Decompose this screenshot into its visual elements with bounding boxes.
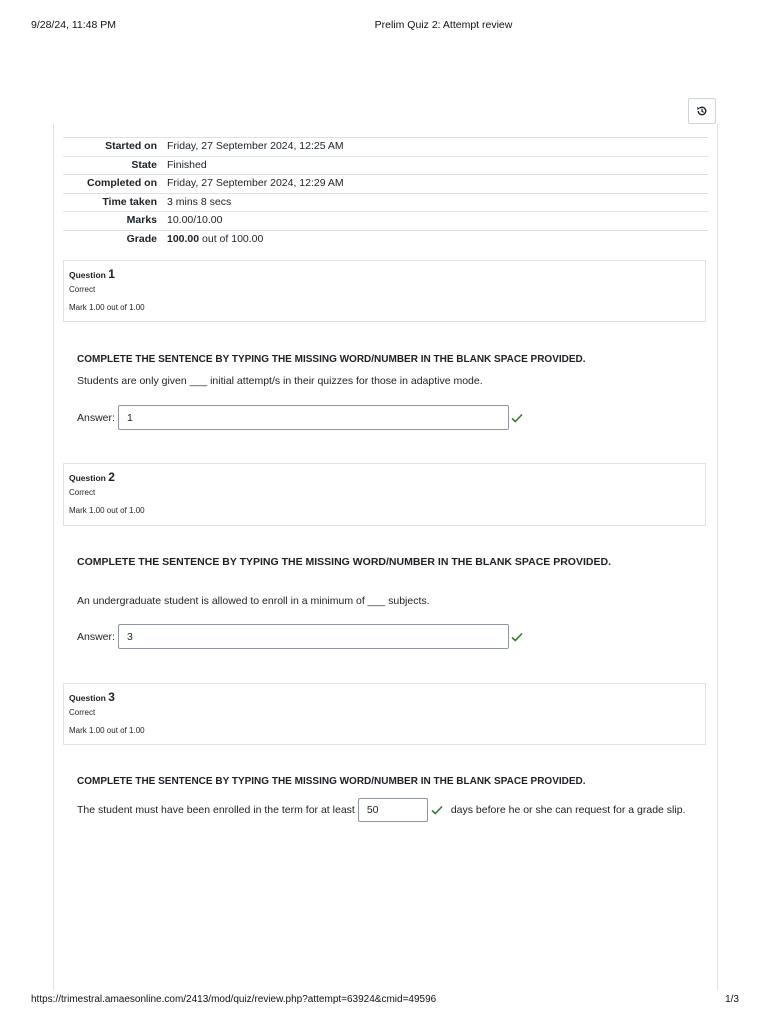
print-page-number: 1/3	[725, 994, 739, 1005]
summary-value: 10.00/10.00	[162, 212, 708, 231]
question-3-heading: COMPLETE THE SENTENCE BY TYPING THE MISSING WORD/NUMBER IN THE BLANK SPACE PROVIDED.	[77, 776, 586, 787]
question-2-info	[63, 463, 706, 526]
summary-row	[63, 138, 708, 157]
question-grade: Mark 1.00 out of 1.00	[69, 506, 145, 515]
question-2-text: An undergraduate student is allowed to enroll in a minimum of ___ subjects.	[77, 595, 430, 607]
answer-label: Answer:	[77, 630, 115, 643]
print-header	[0, 19, 768, 33]
correct-check-icon	[511, 631, 523, 643]
question-2-answer-input[interactable]: 3	[118, 624, 509, 649]
summary-value: Friday, 27 September 2024, 12:25 AM	[162, 138, 708, 157]
summary-label: Started on	[63, 138, 162, 157]
summary-value: Finished	[162, 156, 708, 175]
question-number	[69, 267, 700, 281]
question-grade: Mark 1.00 out of 1.00	[69, 303, 145, 312]
summary-row	[63, 156, 708, 175]
summary-value: Friday, 27 September 2024, 12:29 AM	[162, 175, 708, 194]
question-3-text-before: The student must have been enrolled in the term for at least	[77, 804, 355, 816]
question-state: Correct	[69, 285, 96, 294]
question-1-info	[63, 260, 706, 322]
question-state: Correct	[69, 708, 96, 717]
grade-value-cell	[162, 230, 708, 249]
summary-row	[63, 212, 708, 231]
correct-check-icon	[431, 804, 443, 816]
question-3-text-after: days before he or she can request for a grade slip.	[450, 804, 686, 816]
print-datetime: 9/28/24, 11:48 PM	[31, 19, 117, 31]
question-number	[69, 690, 700, 704]
summary-row	[63, 193, 708, 212]
history-icon	[696, 105, 708, 117]
attempt-summary-table	[63, 137, 708, 249]
question-state: Correct	[69, 488, 96, 497]
question-prefix: Question	[69, 693, 109, 703]
question-1-answer-input[interactable]: 1	[118, 405, 509, 430]
question-number	[69, 470, 700, 484]
question-2-answer-row	[77, 624, 523, 649]
summary-value: 3 mins 8 secs	[162, 193, 708, 212]
question-3-answer-input[interactable]: 50	[358, 798, 428, 822]
question-prefix: Question	[69, 270, 109, 280]
answer-label: Answer:	[77, 411, 115, 424]
question-2-heading: COMPLETE THE SENTENCE BY TYPING THE MISSING WORD/NUMBER IN THE BLANK SPACE PROVIDED.	[77, 556, 611, 568]
question-prefix: Question	[69, 473, 109, 483]
question-1-text: Students are only given ___ initial attempt/s in their quizzes for those in adaptive mode.	[77, 375, 483, 387]
question-3-info	[63, 683, 706, 745]
summary-label: Completed on	[63, 175, 162, 194]
summary-row	[63, 175, 708, 194]
grade-label: Grade	[63, 230, 162, 249]
summary-label: Marks	[63, 212, 162, 231]
summary-label: State	[63, 156, 162, 175]
summary-label: Time taken	[63, 193, 162, 212]
print-title: Prelim Quiz 2: Attempt review	[374, 19, 513, 31]
question-num: 3	[108, 690, 115, 704]
question-3-text-row	[77, 798, 685, 822]
correct-check-icon	[511, 412, 523, 424]
summary-row-grade	[63, 230, 708, 249]
question-num: 2	[108, 470, 115, 484]
grade-value: 100.00	[167, 233, 200, 245]
question-grade: Mark 1.00 out of 1.00	[69, 726, 145, 735]
question-1-answer-row	[77, 405, 523, 430]
question-1-heading: COMPLETE THE SENTENCE BY TYPING THE MISSING WORD/NUMBER IN THE BLANK SPACE PROVIDED.	[77, 354, 586, 365]
grade-suffix: out of 100.00	[199, 233, 264, 245]
print-url: https://trimestral.amaesonline.com/2413/mod/quiz/review.php?attempt=63924&cmid=49596	[31, 994, 437, 1005]
question-num: 1	[108, 267, 115, 281]
restore-history-button[interactable]	[688, 98, 716, 124]
